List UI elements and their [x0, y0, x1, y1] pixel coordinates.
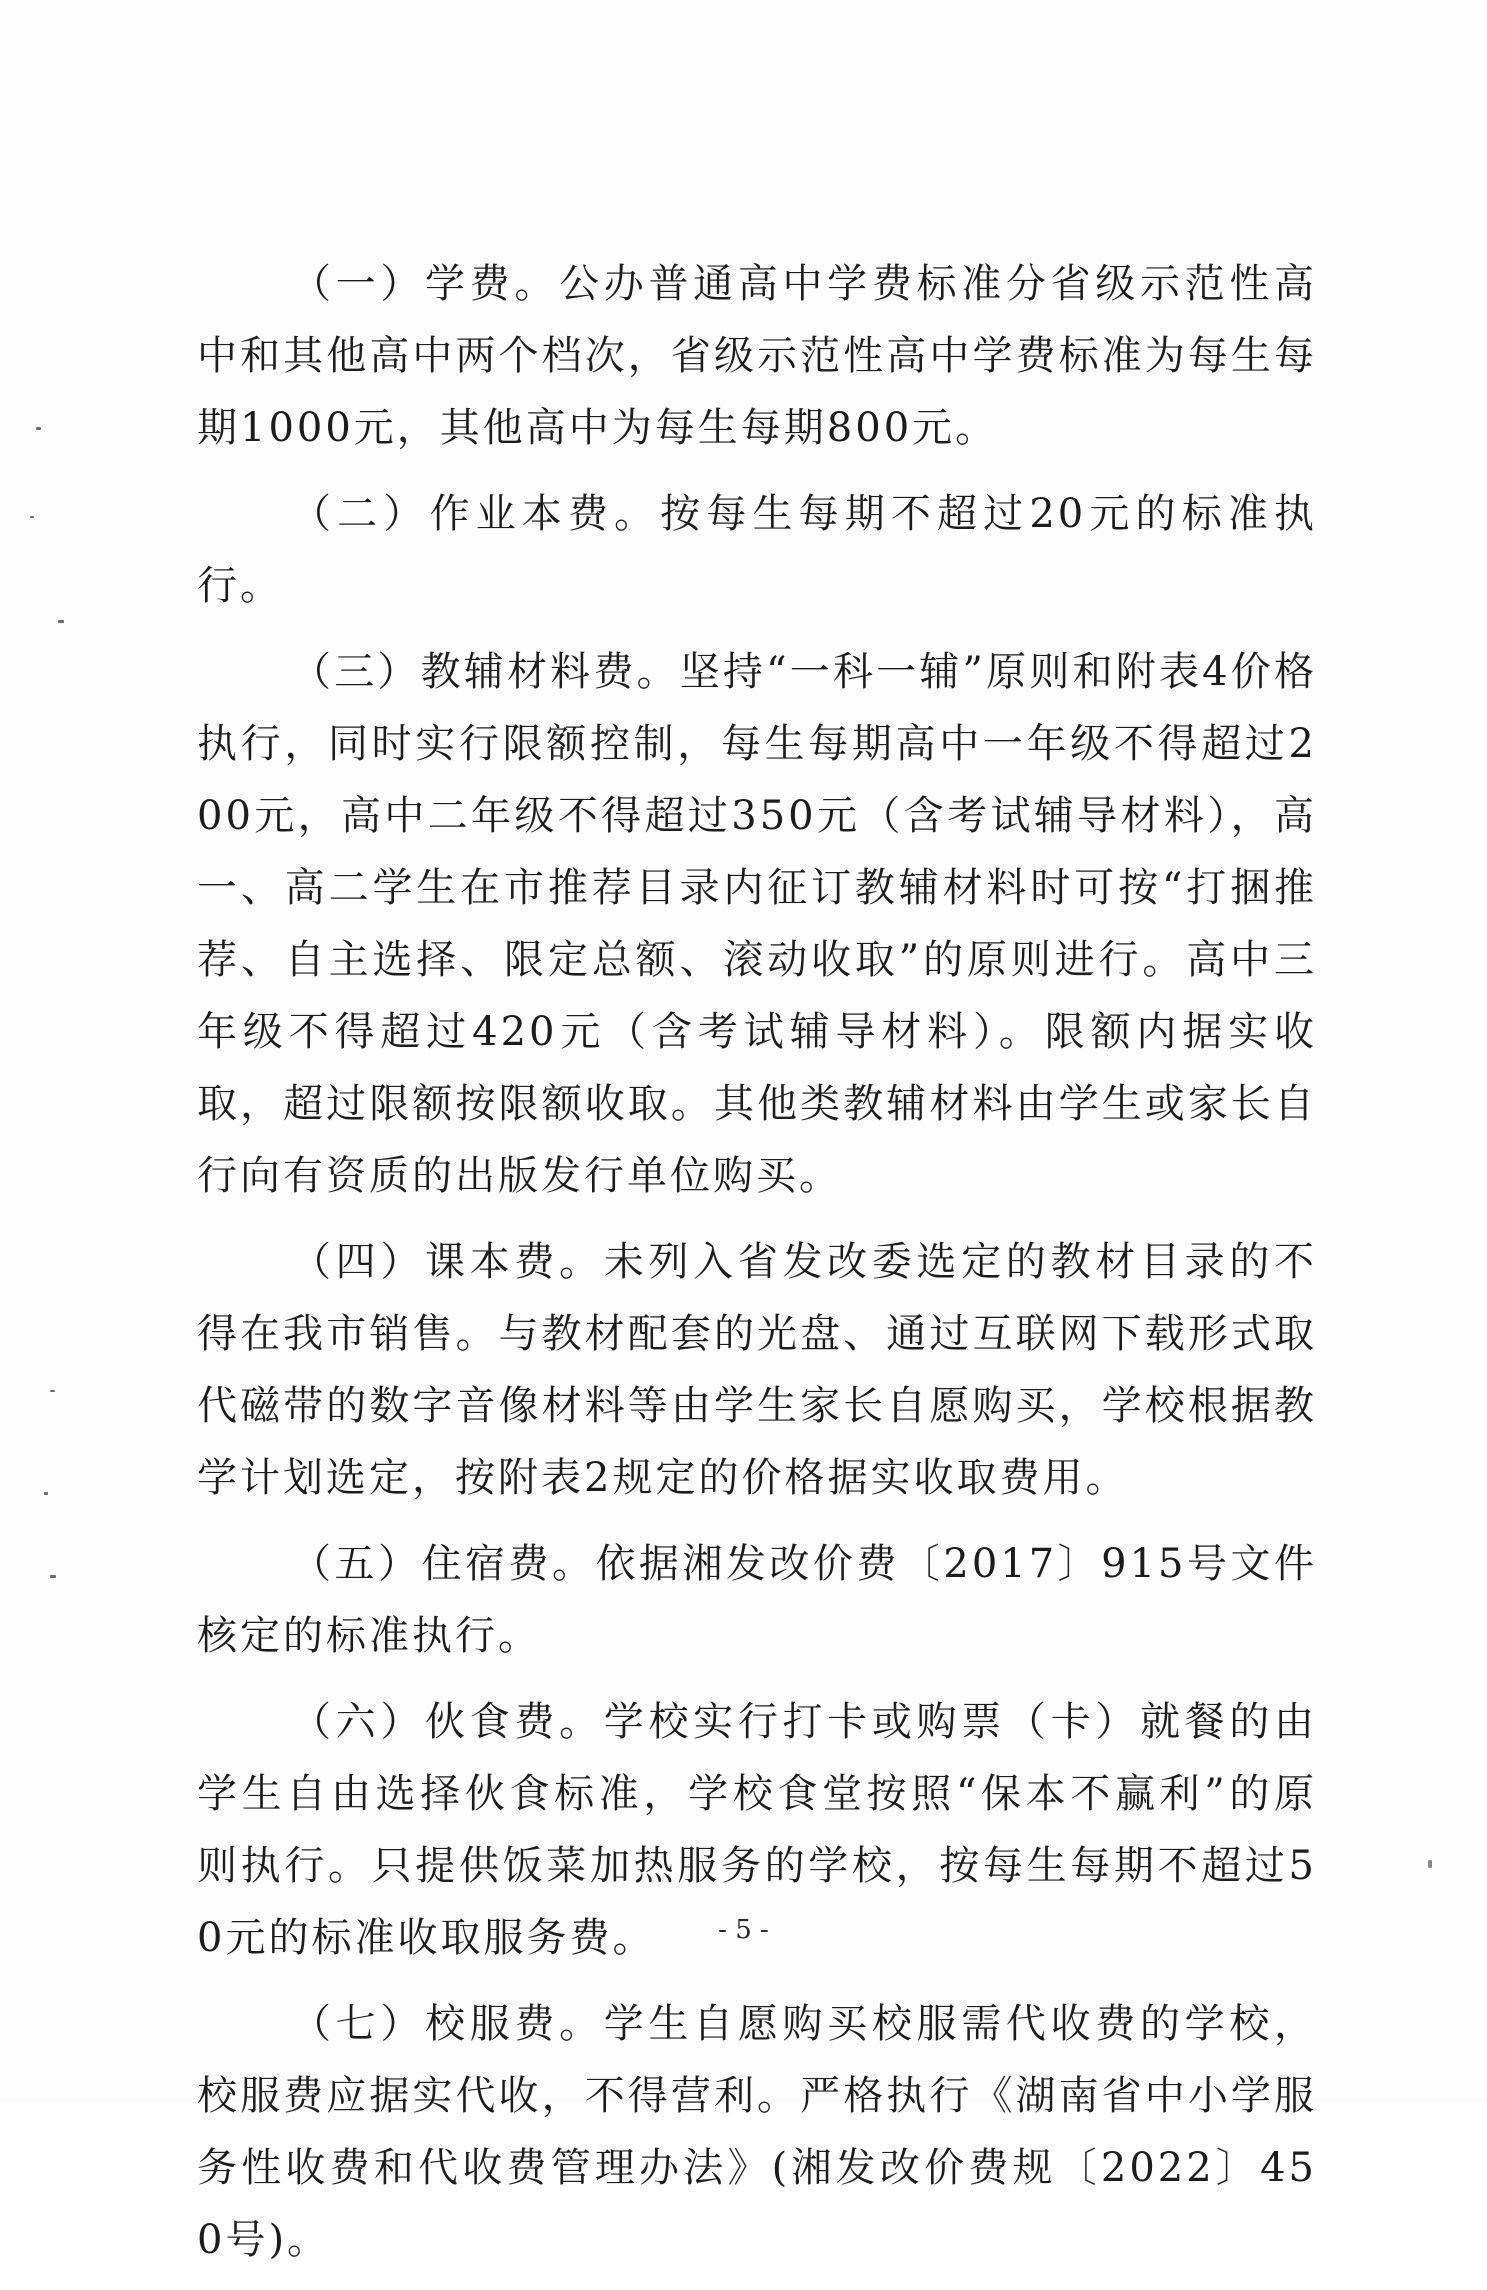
scan-speck	[58, 620, 64, 623]
paragraph-meal-fee: （六）伙食费。学校实行打卡或购票（卡）就餐的由学生自由选择伙食标准，学校食堂按照“保本不赢利”的原则执行。只提供饭菜加热服务的学校，按每生每期不超过50元的标准收取服务费。	[197, 1699, 1317, 1961]
paragraph-exercise-book-fee: （二）作业本费。按每生每期不超过20元的标准执行。	[197, 491, 1317, 609]
paragraph-teaching-material-fee: （三）教辅材料费。坚持“一科一辅”原则和附表4价格执行，同时实行限额控制，每生每期高中一年级不得超过200元，高中二年级不得超过350元（含考试辅导材料），高一、高二学生在市推荐目录内征订教辅材料时可按“打捆推荐、自主选择、限定总额、滚动收取”的原则进行。高中三年级不得超过420元（含考试辅导材料）。限额内据实收取，超过限额按限额收取。其他类教辅材料由学生或家长自行向有资质的出版发行单位购买。	[197, 649, 1317, 1199]
scan-speck	[1428, 1860, 1432, 1868]
scan-speck	[50, 1575, 56, 1578]
document-body	[197, 248, 1317, 2290]
page-number: - 5 -	[718, 1915, 769, 1945]
paragraph-accommodation-fee: （五）住宿费。依据湘发改价费〔2017〕915号文件核定的标准执行。	[197, 1541, 1317, 1659]
paragraph-tuition: （一）学费。公办普通高中学费标准分省级示范性高中和其他高中两个档次，省级示范性高中学费标准为每生每期1000元，其他高中为每生每期800元。	[197, 261, 1317, 451]
paragraph-uniform-fee: （七）校服费。学生自愿购买校服需代收费的学校，校服费应据实代收，不得营利。严格执行《湖南省中小学服务性收费和代收费管理办法》(湘发改价费规〔2022〕450号)。	[197, 2001, 1317, 2263]
scan-speck	[30, 516, 34, 518]
scan-speck	[44, 1492, 48, 1495]
paragraph-textbook-fee: （四）课本费。未列入省发改委选定的教材目录的不得在我市销售。与教材配套的光盘、通过互联网下载形式取代磁带的数字音像材料等由学生家长自愿购买，学校根据教学计划选定，按附表2规定的价格据实收取费用。	[197, 1239, 1317, 1501]
scan-speck	[50, 1390, 55, 1392]
scan-speck	[36, 427, 41, 430]
